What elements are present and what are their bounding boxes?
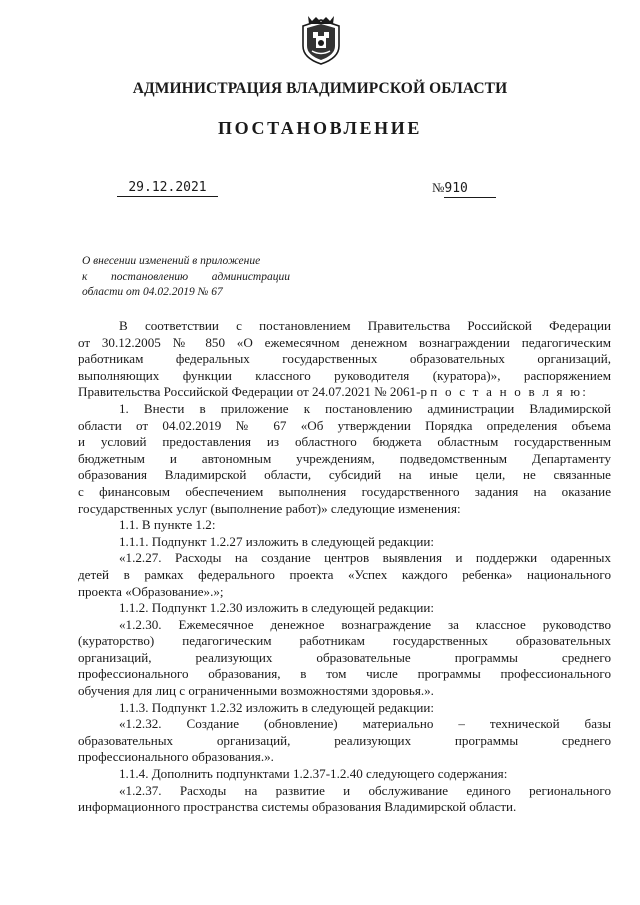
document-number-value: 910 — [444, 180, 496, 198]
subject-line: к постановлению администрации — [82, 270, 290, 283]
body-line: профессионального образования.». — [78, 749, 274, 765]
body-line: детей в рамках федерального проекта «Успех каждого ребенка» национального — [78, 566, 611, 582]
body-line — [78, 384, 611, 401]
body-line: 1.1.3. Подпункт 1.2.32 изложить в следующей редакции: — [119, 699, 435, 715]
body-line: обучения для лиц с ограниченными возможностями здоровья.». — [78, 683, 434, 699]
body-line: информационного пространства системы образования Владимирской области. — [78, 799, 517, 815]
body-line-part: Правительства Российской Федерации от 24.07.2021 № 2061-р — [78, 384, 428, 400]
body-line: «1.2.27. Расходы на создание центров выявления и поддержки одаренных — [119, 550, 611, 566]
document-type-title: ПОСТАНОВЛЕНИЕ — [218, 118, 422, 138]
body-line: и условий предоставления из областного бюджета областным государственным — [78, 434, 611, 450]
body-line: «1.2.30. Ежемесячное денежное вознаграждение за классное руководство — [119, 616, 611, 632]
number-sign: № — [432, 180, 445, 195]
body-line: проекта «Образование».»; — [78, 583, 224, 599]
body-line: образовательных организаций, реализующих программы среднего — [78, 732, 611, 748]
document-body — [78, 318, 611, 816]
body-line: профессионального образования, в том числе программы профессионального — [78, 666, 611, 682]
body-line: работникам федеральных государственных образовательных организаций, — [78, 351, 611, 367]
document-subject — [82, 254, 290, 301]
decree-word: п о с т а н о в л я ю: — [430, 384, 589, 400]
body-line: от 30.12.2005 № 850 «О ежемесячном денежном вознаграждении педагогическим — [78, 334, 611, 350]
body-line: организаций, реализующих образовательные программы среднего — [78, 649, 611, 665]
body-line: 1.1.2. Подпункт 1.2.30 изложить в следующей редакции: — [119, 600, 435, 616]
body-line: (кураторство) педагогическим работникам государственных образовательных — [78, 633, 611, 649]
subject-line: О внесении изменений в приложение — [82, 255, 261, 267]
body-line: образования Владимирской области, субсидий на иные цели, не связанные — [78, 467, 611, 483]
body-line: 1.1. В пункте 1.2: — [119, 517, 216, 533]
body-line: В соответствии с постановлением Правительства Российской Федерации — [119, 318, 611, 333]
body-line: области от 04.02.2019 № 67 «Об утверждении Порядка определения объема — [78, 417, 611, 433]
body-line: с финансовым обеспечением выполнения государственного задания на оказание — [78, 483, 611, 499]
document-date: 29.12.2021 — [117, 179, 218, 197]
body-line: 1.1.4. Дополнить подпунктами 1.2.37-1.2.40 следующего содержания: — [119, 766, 508, 782]
body-line: бюджетным и автономным учреждениям, подведомственным Департаменту — [78, 450, 611, 466]
body-line: выполняющих функции классного руководителя (куратора)», распоряжением — [78, 367, 611, 383]
document-number — [432, 179, 496, 198]
body-line: «1.2.32. Создание (обновление) материально – технической базы — [119, 716, 611, 732]
coat-of-arms-emblem — [299, 12, 343, 66]
body-line: «1.2.37. Расходы на развитие и обслуживание единого регионального — [119, 782, 611, 798]
body-line: 1. Внести в приложение к постановлению администрации Владимирской — [119, 400, 611, 416]
body-line: 1.1.1. Подпункт 1.2.27 изложить в следующей редакции: — [119, 533, 435, 549]
subject-line: области от 04.02.2019 № 67 — [82, 286, 223, 298]
body-line: государственных услуг (выполнение работ)» следующие изменения: — [78, 500, 461, 516]
organization-title: АДМИНИСТРАЦИЯ ВЛАДИМИРСКОЙ ОБЛАСТИ — [132, 80, 508, 97]
